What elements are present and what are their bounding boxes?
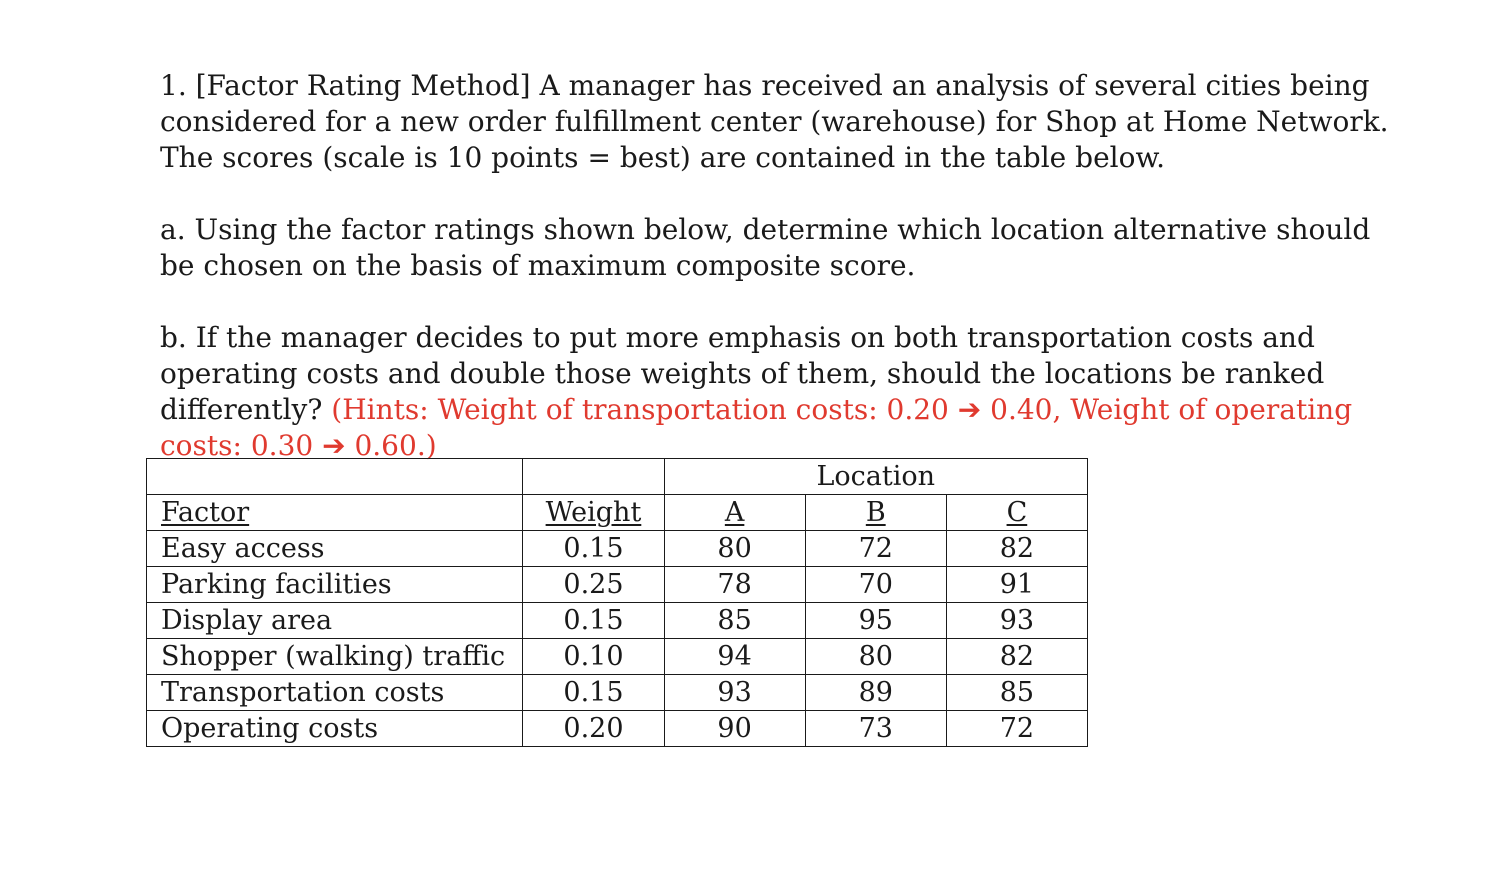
score-b-cell: 89 (805, 675, 946, 711)
factor-cell: Shopper (walking) traffic (147, 639, 523, 675)
table-header-row (147, 495, 1088, 531)
table-row (147, 567, 1088, 603)
score-a-cell: 78 (664, 567, 805, 603)
question-part-b (160, 320, 1400, 464)
weight-cell: 0.20 (523, 711, 664, 747)
problem-text (160, 68, 1400, 464)
weight-cell: 0.15 (523, 531, 664, 567)
factor-cell: Display area (147, 603, 523, 639)
score-b-cell: 70 (805, 567, 946, 603)
score-a-cell: 85 (664, 603, 805, 639)
factor-cell: Operating costs (147, 711, 523, 747)
table-group-header-row (147, 459, 1088, 495)
part-b-hint: (Hints: Weight of transportation costs: 0.20 ➔ 0.40, Weight of operating costs: 0.30 ➔ 0.60.) (160, 393, 1353, 462)
weight-cell: 0.10 (523, 639, 664, 675)
score-b-cell: 73 (805, 711, 946, 747)
score-a-cell: 80 (664, 531, 805, 567)
table-row (147, 711, 1088, 747)
location-group-header: Location (664, 459, 1087, 495)
factor-cell: Parking facilities (147, 567, 523, 603)
score-a-cell: 94 (664, 639, 805, 675)
blank-cell (147, 459, 523, 495)
score-b-cell: 95 (805, 603, 946, 639)
location-c-header: C (946, 495, 1087, 531)
factor-header: Factor (147, 495, 523, 531)
part-b-text: b. If the manager decides to put more emphasis on both transportation costs and operating costs and double those weights of them, should the locations be ranked differently? (160, 321, 1325, 426)
weight-cell: 0.25 (523, 567, 664, 603)
score-a-cell: 93 (664, 675, 805, 711)
weight-cell: 0.15 (523, 603, 664, 639)
weight-cell: 0.15 (523, 675, 664, 711)
weight-header: Weight (523, 495, 664, 531)
blank-cell (523, 459, 664, 495)
score-c-cell: 85 (946, 675, 1087, 711)
factor-rating-table (146, 458, 1088, 747)
table-row (147, 675, 1088, 711)
question-intro: 1. [Factor Rating Method] A manager has received an analysis of several cities being considered for a new order fulfillment center (warehouse) for Shop at Home Network. The scores (scale is 10 points = best) are contained in the table below. (160, 69, 1389, 174)
score-c-cell: 93 (946, 603, 1087, 639)
factor-cell: Transportation costs (147, 675, 523, 711)
score-a-cell: 90 (664, 711, 805, 747)
score-c-cell: 82 (946, 531, 1087, 567)
score-c-cell: 82 (946, 639, 1087, 675)
factor-cell: Easy access (147, 531, 523, 567)
table-row (147, 639, 1088, 675)
table-row (147, 603, 1088, 639)
score-b-cell: 72 (805, 531, 946, 567)
location-a-header: A (664, 495, 805, 531)
score-b-cell: 80 (805, 639, 946, 675)
score-c-cell: 91 (946, 567, 1087, 603)
score-c-cell: 72 (946, 711, 1087, 747)
location-b-header: B (805, 495, 946, 531)
table-row (147, 531, 1088, 567)
question-part-a: a. Using the factor ratings shown below, determine which location alternative should be chosen on the basis of maximum composite score. (160, 213, 1371, 282)
